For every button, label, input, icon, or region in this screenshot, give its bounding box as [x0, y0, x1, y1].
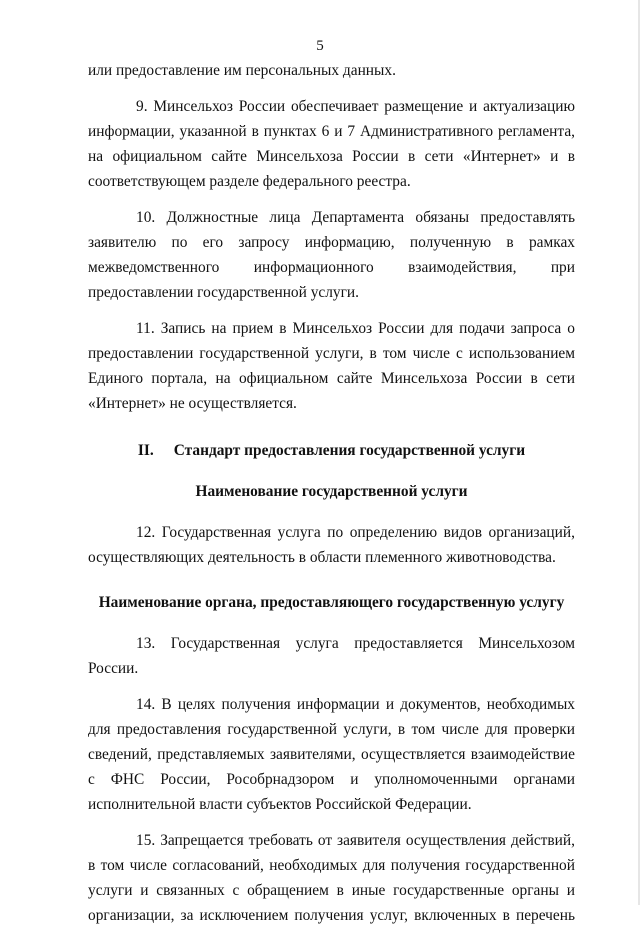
subheading-service-name: Наименование государственной услуги [195, 483, 468, 500]
page-number: 5 [316, 38, 324, 54]
paragraph-10: 10. Должностные лица Департамента обязаны предоставлять заявителю по его запросу информацию, полученную в рамках межведомственного информационного взаимодействия, при предоставлении государственной услуги. [88, 209, 575, 301]
paragraph-13: 13. Государственная услуга предоставляется Минсельхозом России. [88, 635, 575, 677]
paragraph-9: 9. Минсельхоз России обеспечивает размещение и актуализацию информации, указанной в пунктах 6 и 7 Административного регламента, на официальном сайте Минсельхоза России в сети «Интернет» и в соответствующем разделе федерального реестра. [88, 98, 575, 190]
paragraph-15: 15. Запрещается требовать от заявителя осуществления действий, в том числе согласований, необходимых для получения государственной услуги и связанных с обращением в иные государственные органы и организации, за исключением получения услуг, включенных в перечень [88, 832, 575, 924]
paragraph-continuation: или предоставление им персональных данных. [88, 62, 396, 79]
subheading-authority-name: Наименование органа, предоставляющего государственную услугу [98, 594, 565, 611]
section-heading [88, 438, 575, 463]
paragraph-12: 12. Государственная услуга по определению видов организаций, осуществляющих деятельность в области племенного животноводства. [88, 524, 575, 566]
paragraph-14: 14. В целях получения информации и документов, необходимых для предоставления государственной услуги, в том числе для проверки сведений, представляемых заявителями, осуществляется взаимодействие с ФНС России, Рособрнадзором и уполномоченными органами исполнительной власти субъектов Российской Федерации. [88, 696, 575, 813]
document-body [88, 58, 575, 939]
section-title: Стандарт предоставления государственной услуги [173, 442, 526, 459]
paragraph-11: 11. Запись на прием в Минсельхоз России для подачи запроса о предоставлении государственной услуги, в том числе с использованием Единого портала, на официальном сайте Минсельхоза России в сети «Интернет» не осуществляется. [88, 320, 575, 412]
section-number: II. [137, 442, 154, 459]
